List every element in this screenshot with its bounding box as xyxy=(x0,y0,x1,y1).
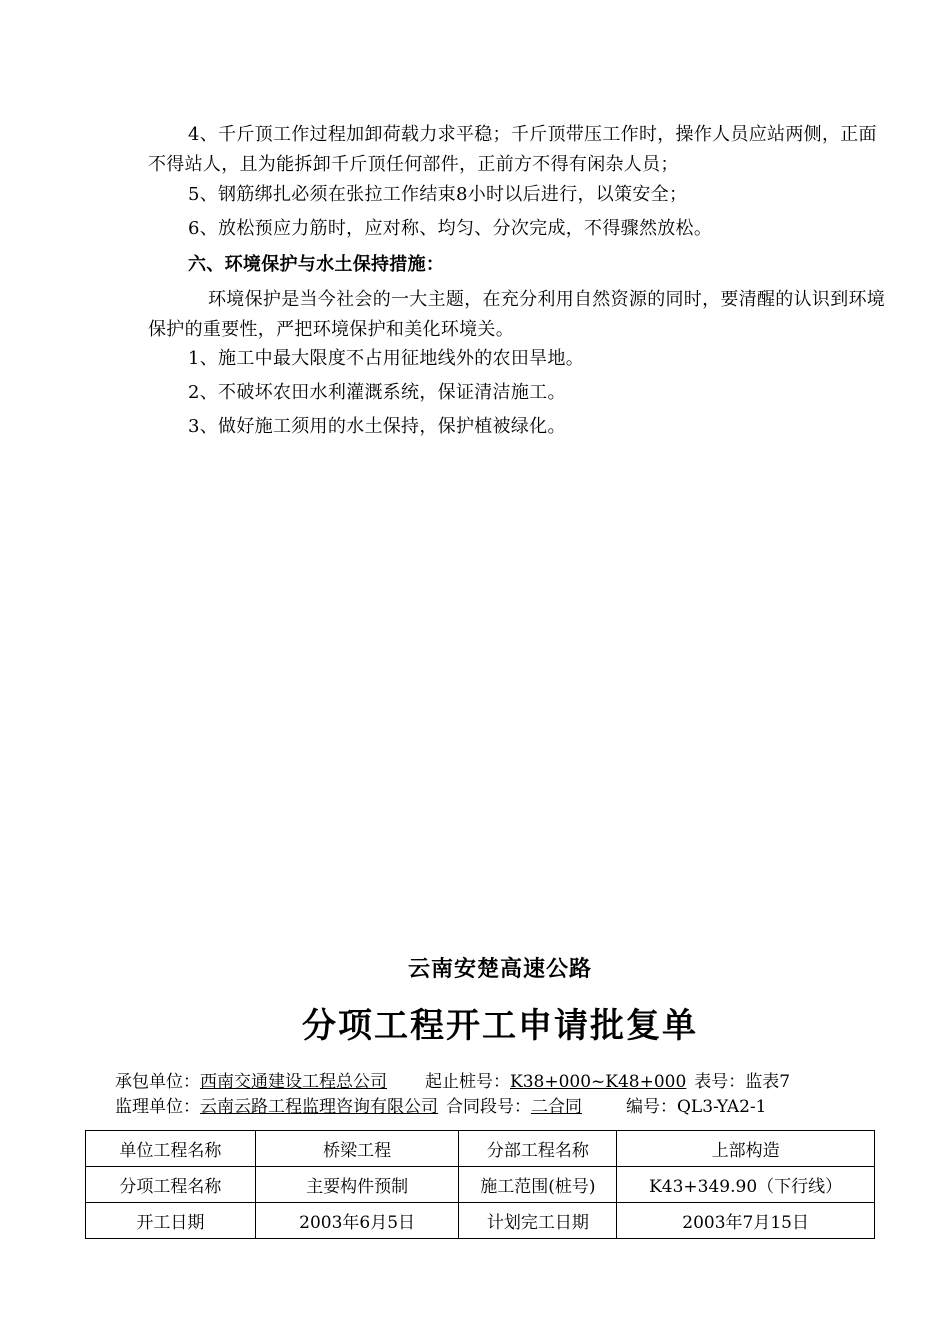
table-cell: 2003年7月15日 xyxy=(617,1203,875,1239)
table-row xyxy=(86,1167,875,1203)
supervisor-label: 监理单位： xyxy=(115,1097,200,1117)
table-no-value: 监表7 xyxy=(745,1072,791,1092)
paragraph-item-2: 2、不破坏农田水利灌溉系统，保证清洁施工。 xyxy=(188,382,566,403)
table-cell: 计划完工日期 xyxy=(459,1203,617,1239)
contract-value: 二合同 xyxy=(531,1097,582,1117)
table-cell: 上部构造 xyxy=(617,1131,875,1167)
chainage-label: 起止桩号： xyxy=(425,1072,510,1092)
paragraph-6: 6、放松预应力筋时，应对称、均匀、分次完成，不得骤然放松。 xyxy=(188,218,713,239)
contractor-value: 西南交通建设工程总公司 xyxy=(200,1072,387,1092)
serial-value: QL3-YA2-1 xyxy=(677,1097,767,1117)
contract-label: 合同段号： xyxy=(446,1097,531,1117)
form-title-highway: 云南安楚高速公路 xyxy=(407,956,592,982)
table-cell: 2003年6月5日 xyxy=(255,1203,459,1239)
table-no-label: 表号： xyxy=(694,1072,746,1092)
paragraph-item-1: 1、施工中最大限度不占用征地线外的农田旱地。 xyxy=(188,348,585,369)
table-cell: 桥梁工程 xyxy=(255,1131,459,1167)
chainage-value: K38+000~K48+000 xyxy=(510,1072,687,1092)
paragraph-item-3: 3、做好施工须用的水土保持，保护植被绿化。 xyxy=(188,416,566,437)
paragraph-environment: 环境保护是当今社会的一大主题，在充分利用自然资源的同时，要清醒的认识到环境保护的重要性，严把环境保护和美化环境关。 xyxy=(148,289,886,340)
table-cell: 开工日期 xyxy=(86,1203,256,1239)
supervisor-value: 云南云路工程监理咨询有限公司 xyxy=(200,1097,438,1117)
form-info-line-2 xyxy=(115,1095,855,1119)
form-info-line-1 xyxy=(115,1070,855,1094)
table-cell: 分项工程名称 xyxy=(86,1167,256,1203)
table-cell: K43+349.90（下行线） xyxy=(617,1167,875,1203)
contractor-label: 承包单位： xyxy=(115,1072,200,1092)
table-cell: 分部工程名称 xyxy=(459,1131,617,1167)
paragraph-4: 4、千斤顶工作过程加卸荷载力求平稳；千斤顶带压工作时，操作人员应站两侧，正面不得站人，且为能拆卸千斤顶任何部件，正前方不得有闲杂人员； xyxy=(148,124,877,175)
table-cell: 单位工程名称 xyxy=(86,1131,256,1167)
table-row xyxy=(86,1203,875,1239)
form-title-main: 分项工程开工申请批复单 xyxy=(302,1006,698,1046)
table-cell: 施工范围(桩号) xyxy=(459,1167,617,1203)
paragraph-5: 5、钢筋绑扎必须在张拉工作结束8小时以后进行，以策安全； xyxy=(188,184,688,205)
table-row xyxy=(86,1131,875,1167)
approval-table xyxy=(85,1130,875,1239)
table-cell: 主要构件预制 xyxy=(255,1167,459,1203)
serial-label: 编号： xyxy=(626,1097,677,1117)
section-heading: 六、环境保护与水土保持措施： xyxy=(188,254,445,275)
